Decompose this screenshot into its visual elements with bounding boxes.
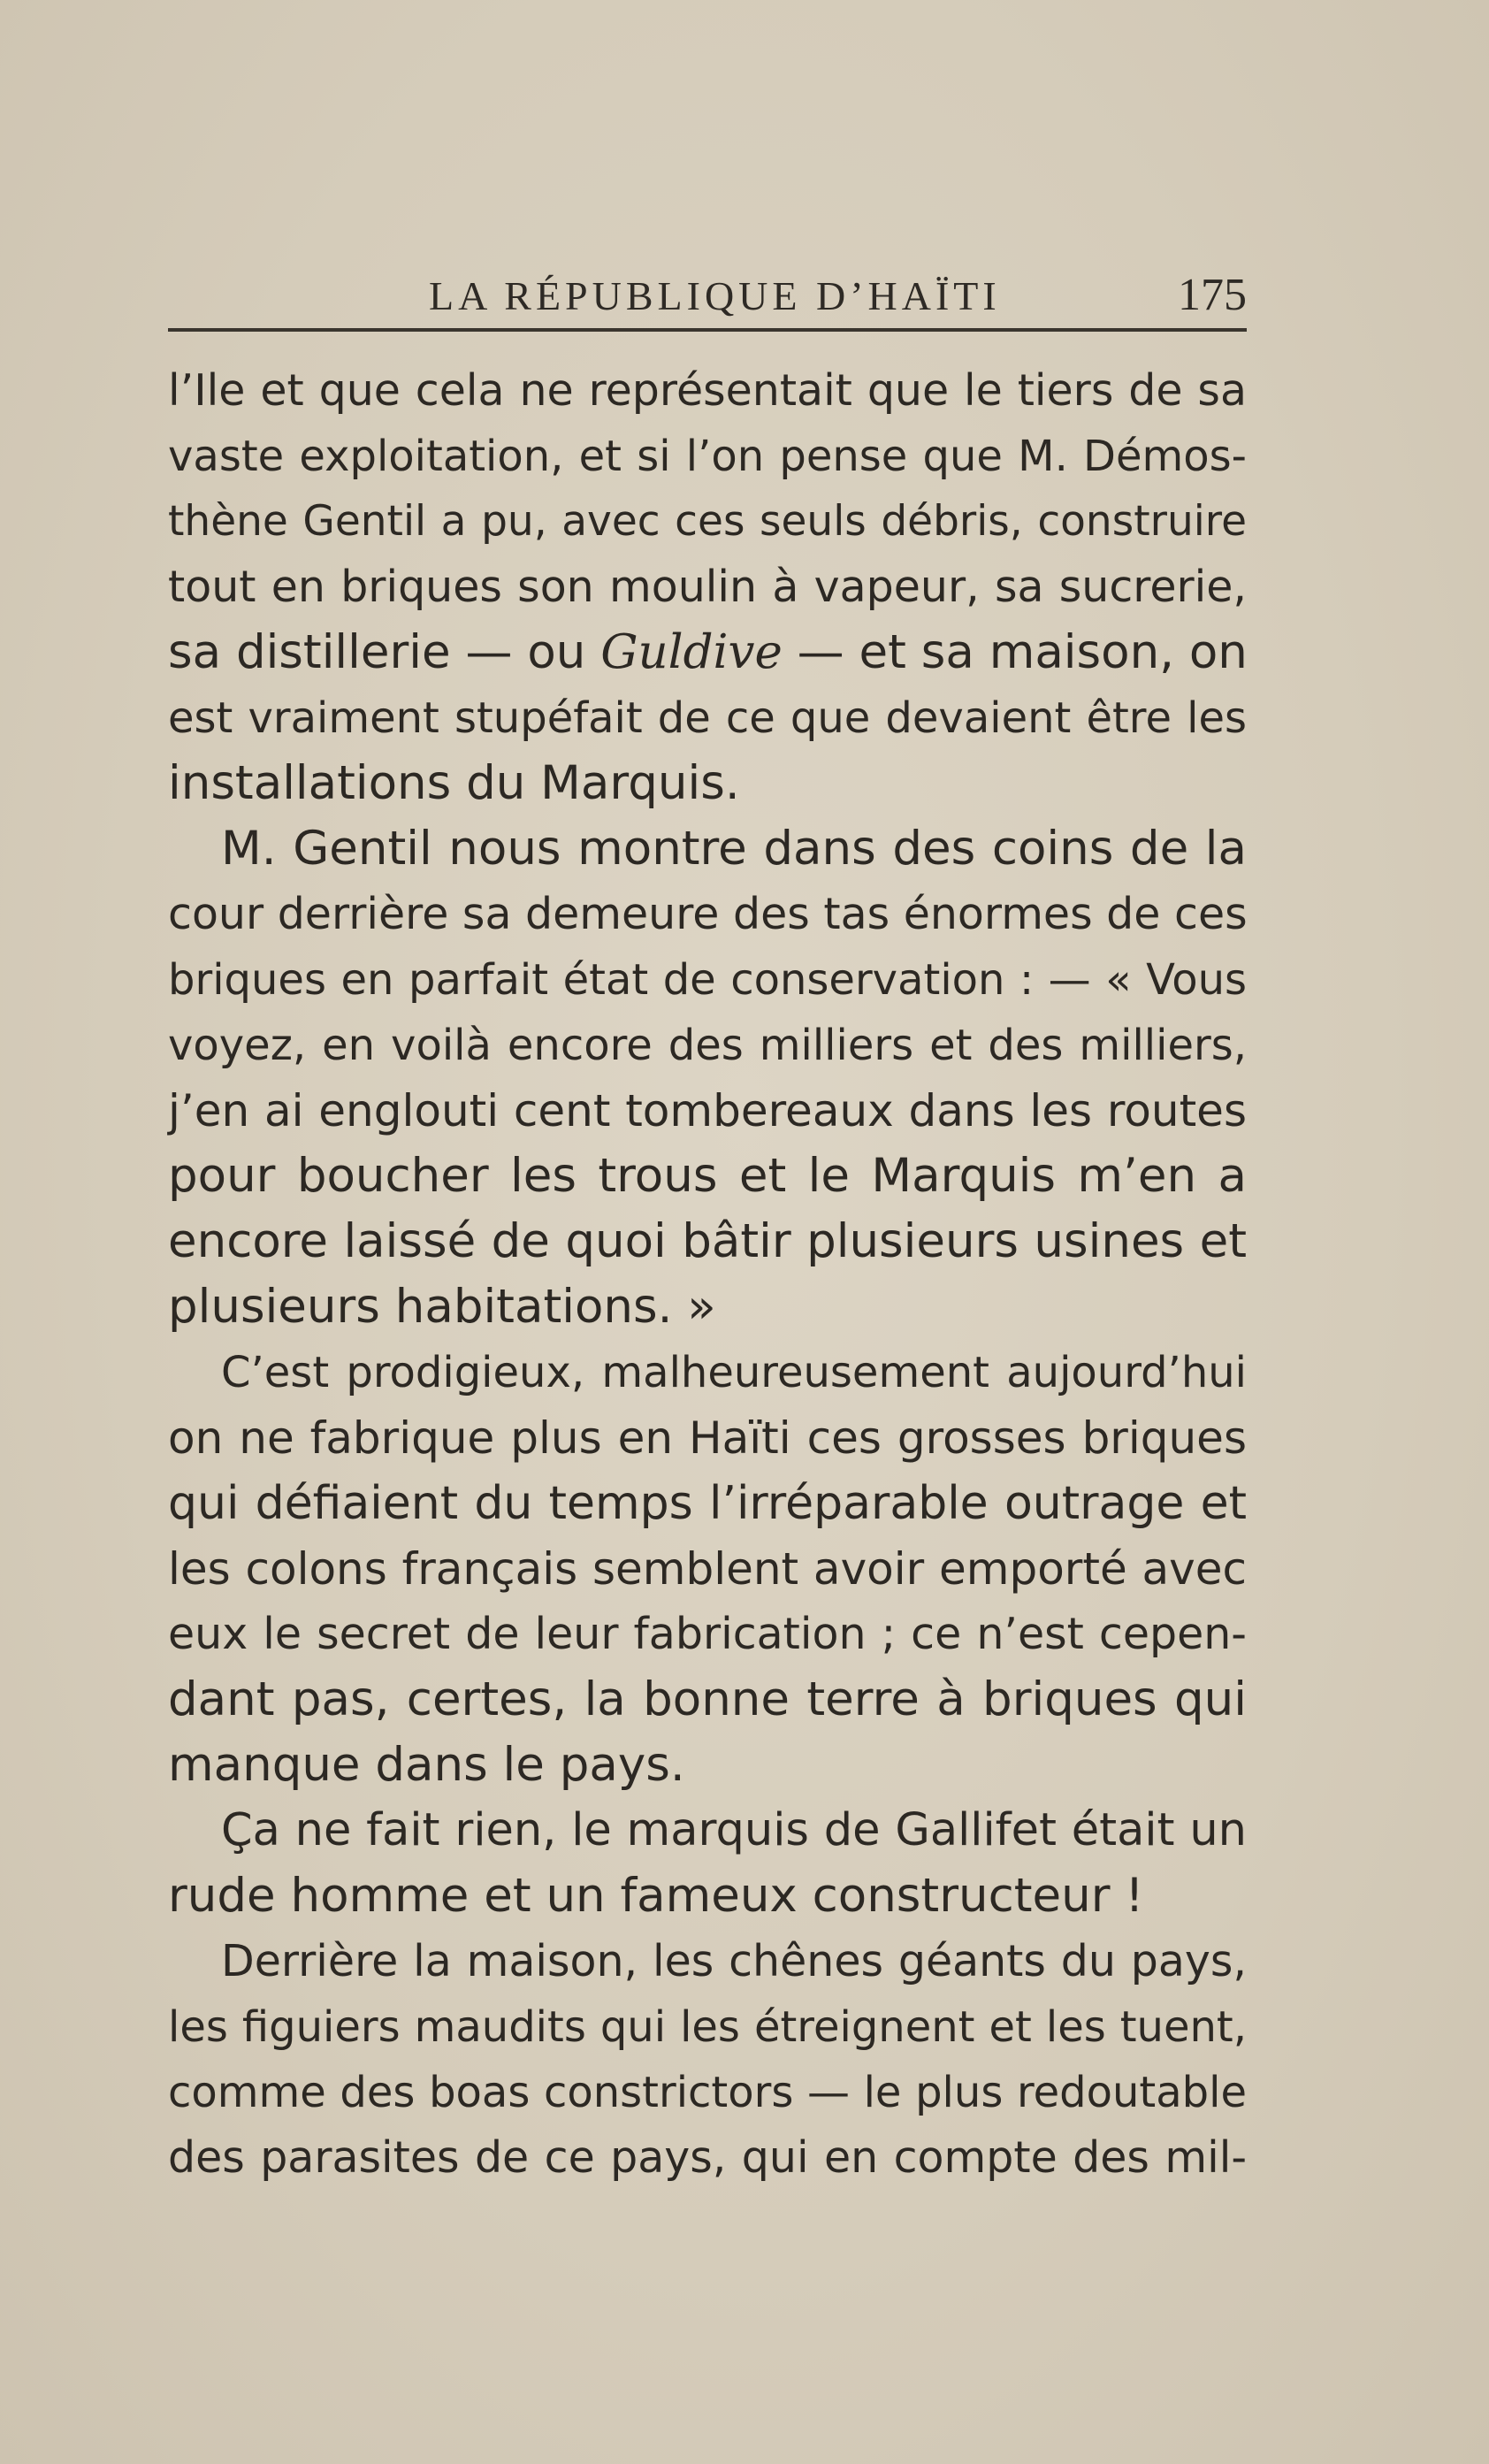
text-line: les figuiers maudits qui les étreignent et les tuent, <box>168 2002 1247 2052</box>
text-line: rude homme et un fameux constructeur ! <box>168 1869 1144 1923</box>
paragraph-first-line: C’est prodigieux, malheureusement aujourd’hui <box>221 1348 1247 1397</box>
text-line: les colons français semblent avoir emporté avec <box>168 1543 1247 1595</box>
text-line: plusieurs habitations. » <box>168 1280 716 1334</box>
text-segment: ou <box>527 625 586 679</box>
text-segment: sa distillerie — <box>168 625 513 679</box>
text-line: manque dans le pays. <box>168 1738 685 1792</box>
text-line: des parasites de ce pays, qui en compte des mil- <box>168 2132 1247 2183</box>
paragraph-first-line: M. Gentil nous montre dans des coins de la <box>221 822 1247 876</box>
text-line: on ne fabrique plus en Haïti ces grosses briques <box>168 1412 1247 1464</box>
text-line: voyez, en voilà encore des milliers et des milliers, <box>168 1021 1247 1070</box>
text-line: comme des boas constrictors — le plus redoutable <box>168 2068 1247 2117</box>
text-line: l’Ile et que cela ne représentait que le tiers de sa <box>168 365 1247 416</box>
text-line: vaste exploitation, et si l’on pense que M. Démos- <box>168 432 1247 481</box>
paragraph-first-line: Ça ne fait rien, le marquis de Gallifet était un <box>221 1804 1247 1856</box>
text-line: thène Gentil a pu, avec ces seuls débris, construire <box>168 497 1247 546</box>
text-line: dant pas, certes, la bonne terre à briques qui <box>168 1672 1247 1726</box>
text-line: eux le secret de leur fabrication ; ce n’est cepen- <box>168 1609 1247 1659</box>
text-line: briques en parfait état de conservation : — « Vous <box>168 955 1247 1005</box>
text-line: encore laissé de quoi bâtir plusieurs usines et <box>168 1214 1247 1268</box>
running-title: LA RÉPUBLIQUE D’HAÏTI <box>429 273 1001 318</box>
italic-term: Guldive <box>600 625 783 679</box>
page-header <box>168 265 1247 327</box>
text-line: est vraiment stupéfait de ce que devaient être les <box>168 693 1247 743</box>
text-line: qui défiaient du temps l’irréparable outrage et <box>168 1477 1247 1530</box>
text-line: installations du Marquis. <box>168 756 740 810</box>
text-segment: — et sa maison, on <box>797 625 1248 679</box>
text-line: tout en briques son moulin à vapeur, sa sucrerie, <box>168 562 1247 612</box>
page-number: 175 <box>1178 270 1247 320</box>
text-line: pour boucher les trous et le Marquis m’en a <box>168 1149 1247 1203</box>
text-line <box>168 620 1247 685</box>
header-rule <box>168 328 1247 332</box>
paragraph-first-line: Derrière la maison, les chênes géants du pays, <box>221 1936 1247 1986</box>
body-text <box>168 358 1247 2191</box>
text-line: j’en ai englouti cent tombereaux dans les routes <box>168 1085 1247 1136</box>
text-line: cour derrière sa demeure des tas énormes de ces <box>168 889 1248 939</box>
